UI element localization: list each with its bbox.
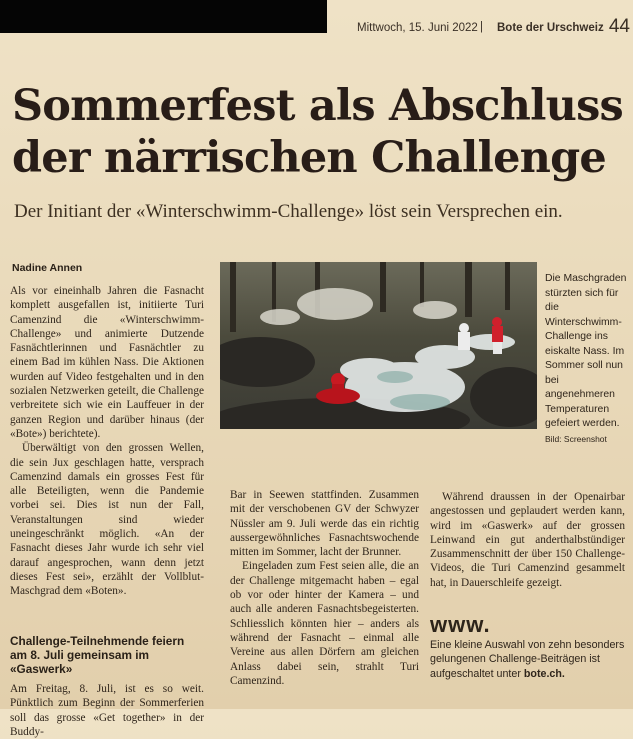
black-redaction-bar: [0, 0, 327, 33]
paragraph-1: Als vor eineinhalb Jahren die Fasnacht komplett ausgefallen ist, initiierte Turi Camenzind die «Winterschwimm-Challenge» und animierte Dutzende Fasnächtlerinnen und Fasnächtler zu einem Bad im kühlen Nass. Die Aktionen wurden auf Video festgehalten und in den sozialen Netzwerken geteilt, die Challenge verbreitete sich wie ein Lauffeuer in der ganzen Region und darüber hinaus (der «Bote») berichtete).: [10, 285, 204, 440]
paragraph-4: Bar in Seewen stattfinden. Zusammen mit der verschobenen GV der Schwyzer Nüssler am 9. Juli werde das ein richtig aussergewöhnliches Fasnachtswochende mitten im Sommer, lacht der Brunner.: [230, 489, 419, 559]
page-header: [357, 16, 633, 39]
river-photo: [220, 262, 537, 429]
column-1: [10, 284, 204, 738]
article-subtitle: Der Initiant der «Winterschwimm-Challenge» löst sein Versprechen ein.: [14, 201, 563, 222]
column-1-lower: [10, 634, 204, 739]
website-link[interactable]: bote.ch.: [523, 667, 565, 680]
photo-caption: [545, 272, 630, 447]
article-headline: Sommerfest als Abschluss der närrischen Challenge: [12, 81, 623, 183]
www-text: Eine kleine Auswahl von zehn besonders gelungenen Challenge-Beiträgen ist aufgeschaltet unter: [430, 639, 625, 680]
column-2: [230, 488, 419, 688]
paragraph-6: Während draussen in der Openairbar angestossen und geplaudert werden kann, wird im «Gaswerk» auf der grossen Leinwand ein gut anderthalbstündiger Zusammenschnitt der über 150 Challenge-Videos, die Turi Camenzind gesammelt hat, in Dauerschleife gezeigt.: [430, 491, 625, 589]
page-number: 44: [608, 16, 630, 37]
photo-credit: Bild: Screenshot: [545, 433, 607, 444]
header-separator: |: [480, 21, 483, 33]
paragraph-3: Am Freitag, 8. Juli, ist es so weit. Pünktlich zum Beginn der Sommerferien soll das grosse «Get together» in der Buddy-: [10, 683, 204, 738]
author-byline: Nadine Annen: [12, 262, 83, 274]
www-heading: www.: [430, 612, 491, 637]
caption-text: Die Maschgraden stürzten sich für die Winterschwimm-Challenge ins eiskalte Nass. Im Sommer soll nun bei angenehmeren Temperaturen gefeiert werden.: [545, 273, 627, 429]
www-info: [430, 638, 625, 681]
photo-illustration: [220, 262, 537, 429]
issue-date: Mittwoch, 15. Juni 2022: [357, 22, 478, 34]
column-3: [430, 490, 625, 590]
intertitle: Challenge-Teilnehmende feiern am 8. Juli gemeinsam im «Gaswerk»: [10, 634, 185, 676]
paragraph-5: Eingeladen zum Fest seien alle, die an der Challenge mitgemacht haben – egal ob vor oder hinter der Kamera – und auch alle anderen Fasnachtsbegeisterten. Schliesslich könnten hier – anders als während der Fasnacht – einmal alle Vereine aus allen Dörfern am gleichen Anlass dabei sein, strahlt Turi Camenzind.: [230, 560, 419, 687]
publication-name: Bote der Urschweiz: [497, 22, 604, 34]
paragraph-2: Überwältigt von den grossen Wellen, die sein Jux geschlagen hatte, versprach Camenzind damals ein grosses Fest für alle Beteiligten, wenn die Pandemie vorbei sei. Dies ist nun der Fall, Veranstaltungen sind wieder uneingeschränkt möglich. «An der Fasnacht dieses Jahr wurde ich sehr viel darauf angesprochen, wann denn jetzt dieses Fest sei», erzählt der Vollblut-Maschgrad dem «Boten».: [10, 442, 204, 598]
